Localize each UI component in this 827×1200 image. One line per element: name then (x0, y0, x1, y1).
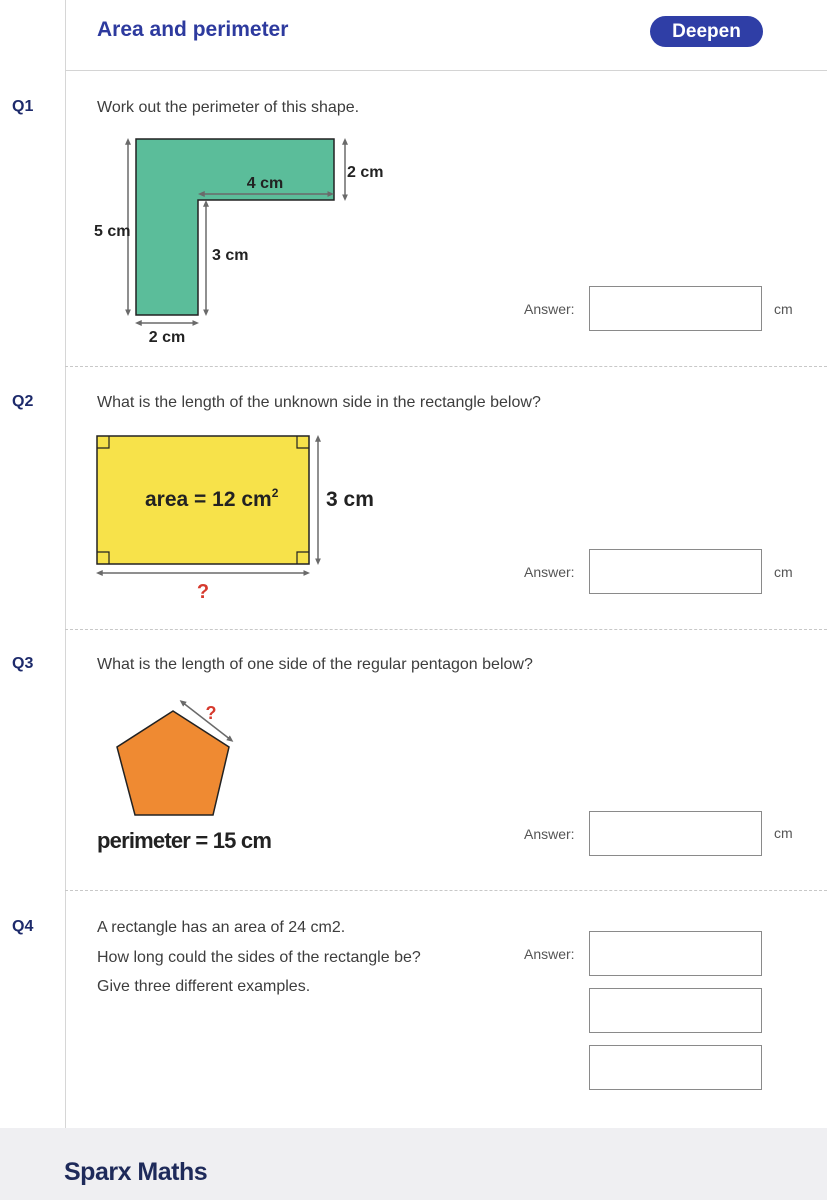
area-label: area = 12 cm (145, 488, 272, 511)
label-arm-height: 2 cm (347, 164, 384, 181)
unknown-side-mark: ? (205, 703, 217, 723)
answer-label-3: Answer: (524, 826, 575, 842)
side-length-label: 3 cm (326, 488, 374, 511)
answer-input-3[interactable] (589, 811, 762, 856)
label-inner-height: 3 cm (212, 247, 249, 264)
perimeter-caption: perimeter = 15 cm (97, 828, 272, 853)
question-number-1: Q1 (12, 98, 34, 115)
answer-label-1: Answer: (524, 301, 575, 317)
question-number-3: Q3 (12, 655, 34, 672)
question-number-4: Q4 (12, 918, 34, 935)
label-bottom-width: 2 cm (148, 329, 186, 346)
question-text-4-line-3: Give three different examples. (97, 978, 311, 995)
rectangle-figure (90, 428, 390, 608)
label-top-inner: 4 cm (246, 175, 284, 192)
header-divider (65, 70, 827, 71)
left-margin-line (65, 0, 66, 1128)
answer-input-4c[interactable] (589, 1045, 762, 1090)
answer-input-1[interactable] (589, 286, 762, 331)
deepen-badge: Deepen (650, 16, 763, 47)
area-superscript: 2 (271, 486, 279, 500)
question-text-2: What is the length of the unknown side in the rectangle below? (97, 394, 541, 411)
question-text-1: Work out the perimeter of this shape. (97, 99, 360, 116)
label-total-height: 5 cm (94, 223, 131, 240)
question-text-4-line-2: How long could the sides of the rectangle be? (97, 949, 421, 966)
brand-logo: Sparx Maths (64, 1158, 208, 1186)
svg-text:area = 12 cm2 (145, 486, 279, 511)
question-divider (65, 890, 827, 891)
question-number-2: Q2 (12, 393, 34, 410)
l-shape-figure (90, 130, 390, 350)
unit-label-3: cm (774, 825, 793, 841)
answer-label-4: Answer: (524, 946, 575, 962)
question-text-3: What is the length of one side of the regular pentagon below? (97, 656, 533, 673)
unit-label-1: cm (774, 301, 793, 317)
page-title: Area and perimeter (97, 18, 289, 41)
pentagon-figure (90, 695, 290, 835)
answer-input-4a[interactable] (589, 931, 762, 976)
unknown-side-mark: ? (196, 581, 210, 603)
question-divider (65, 629, 827, 630)
question-divider (65, 366, 827, 367)
answer-label-2: Answer: (524, 564, 575, 580)
answer-input-2[interactable] (589, 549, 762, 594)
unit-label-2: cm (774, 564, 793, 580)
question-text-4-line-1: A rectangle has an area of 24 cm2. (97, 919, 346, 936)
answer-input-4b[interactable] (589, 988, 762, 1033)
